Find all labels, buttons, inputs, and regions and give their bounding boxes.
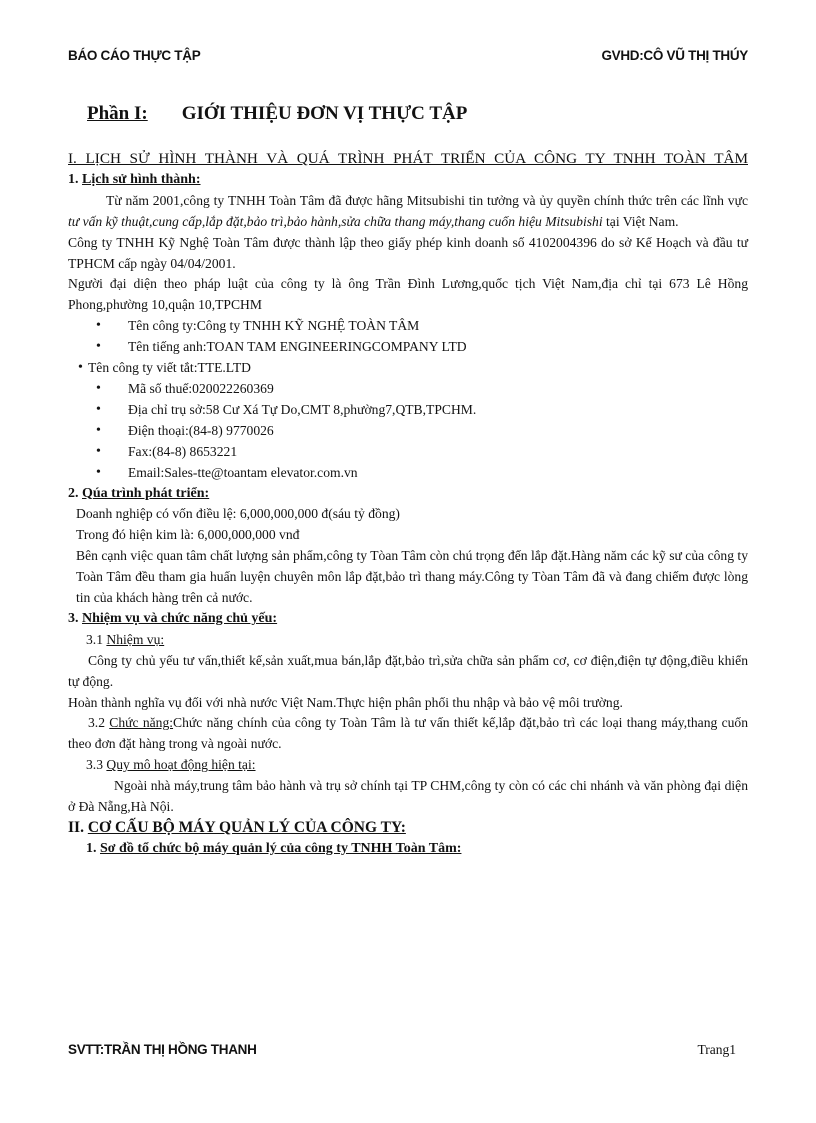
page-content xyxy=(68,46,748,860)
list-item-email: • Email:Sales-tte@toantam elevator.com.vn xyxy=(68,463,748,484)
subsection-3-2-number: 3.2 xyxy=(88,715,110,731)
subsection-3-1-heading xyxy=(86,630,748,651)
development-paragraph-3: Bên cạnh việc quan tâm chất lượng sản phẩm,công ty Tòan Tâm còn chú trọng đến lắp đặt.Hàng năm các kỹ sư của công ty Toàn Tâm đều tham gia huấn luyện chuyên môn lắp đặt,bảo trì thang máy.Công ty Tòan Tâm đã và đang chiếm được lòng tin của khách hàng trên cả nước. xyxy=(76,548,748,606)
history-heading-title: Lịch sử hình thành: xyxy=(82,171,201,187)
subsection-3-3-number: 3.3 xyxy=(86,757,107,773)
subsection-3-1-number: 3.1 xyxy=(86,631,107,647)
list-item-english-name: • Tên tiếng anh:TOAN TAM ENGINEERINGCOMPANY LTD xyxy=(68,337,748,358)
duties-heading-number: 3. xyxy=(68,610,82,626)
history-paragraph-1 xyxy=(68,191,748,233)
development-paragraph-2: Trong đó hiện kim là: 6,000,000,000 vnđ xyxy=(76,527,300,543)
list-item-address: • Địa chỉ trụ sở:58 Cư Xá Tự Do,CMT 8,phường7,QTB,TPCHM. xyxy=(68,400,748,421)
duties-heading xyxy=(68,609,748,630)
history-paragraph-3: Người đại diện theo pháp luật của công ty là ông Trần Đình Lương,quốc tịch Việt Nam,địa chỉ tại 673 Lê Hồng Phong,phường 10,quận 10,TPCHM xyxy=(68,276,748,313)
part-label: Phần I: xyxy=(87,102,148,124)
page-footer xyxy=(68,1040,748,1061)
duties-paragraph-2: Hoàn thành nghĩa vụ đối với nhà nước Việt Nam.Thực hiện phân phối thu nhập và bảo vệ môi trường. xyxy=(68,694,623,710)
history-heading-number: 1. xyxy=(68,171,82,187)
list-item-phone: • Điện thoại:(84-8) 9770026 xyxy=(68,421,748,442)
section-2-number: II. xyxy=(68,819,88,836)
history-heading xyxy=(68,170,748,191)
section-2-heading xyxy=(68,818,748,839)
subsection-3-2-title: Chức năng: xyxy=(109,715,174,731)
development-paragraph-1: Doanh nghiệp có vốn điều lệ: 6,000,000,000 đ(sáu tỷ đồng) xyxy=(76,506,400,522)
page-header xyxy=(68,46,748,67)
history-p1-normal-b: tại Việt Nam. xyxy=(602,213,679,229)
subsection-3-2-text: Chức năng chính của công ty Toàn Tâm là tư vấn thiết kế,lắp đặt,bảo trì các loại thang máy,thang cuốn theo đơn đặt hàng trong và ngoài nước. xyxy=(68,715,749,752)
section-2-sub-number: 1. xyxy=(86,840,100,856)
development-heading-title: Qúa trình phát triển: xyxy=(82,485,210,501)
development-heading-number: 2. xyxy=(68,485,82,501)
list-item-company-name: • Tên công ty:Công ty TNHH KỸ NGHỆ TOÀN TÂM xyxy=(68,316,748,337)
section-2-sub-heading xyxy=(86,839,748,860)
section-1-heading: I. LỊCH SỬ HÌNH THÀNH VÀ QUÁ TRÌNH PHÁT TRIỂN CỦA CÔNG TY TNHH TOÀN TÂM xyxy=(68,149,748,167)
company-facts-list xyxy=(68,316,748,483)
footer-student-name: SVTT:TRẦN THỊ HỒNG THANH xyxy=(68,1042,257,1058)
subsection-3-2-paragraph xyxy=(68,713,748,755)
footer-page-number: Trang1 xyxy=(697,1042,736,1058)
section-2-sub-title: Sơ đồ tổ chức bộ máy quản lý của công ty TNHH Toàn Tâm: xyxy=(100,840,462,856)
subsection-3-3-title: Quy mô hoạt động hiện tại: xyxy=(106,757,256,773)
history-paragraph-2: Công ty TNHH Kỹ Nghệ Toàn Tâm được thành lập theo giấy phép kinh doanh số 4102004396 do sở Kế Hoạch và đầu tư TPHCM cấp ngày 04/04/2001. xyxy=(68,234,748,271)
subsection-3-1-title: Nhiệm vụ: xyxy=(106,631,165,647)
header-left-title: BÁO CÁO THỰC TẬP xyxy=(68,48,201,63)
duties-paragraph-1: Công ty chủ yếu tư vấn,thiết kế,sản xuất,mua bán,lắp đặt,bảo trì,sửa chữa sản phẩm cơ, cơ điện,điện tự động,điều khiển tự động. xyxy=(68,652,748,689)
subsection-3-3-heading xyxy=(86,755,748,776)
section-2-title: CƠ CẤU BỘ MÁY QUẢN LÝ CỦA CÔNG TY: xyxy=(87,819,406,836)
list-item-tax-code: • Mã số thuế:020022260369 xyxy=(68,379,748,400)
part-title: GIỚI THIỆU ĐƠN VỊ THỰC TẬP xyxy=(181,102,468,124)
history-p1-normal-a: Từ năm 2001,công ty TNHH Toàn Tâm đã được hãng Mitsubishi tin tưởng và ủy quyền chính thức trên các lĩnh vực xyxy=(106,192,748,208)
duties-heading-title: Nhiệm vụ và chức năng chủ yếu: xyxy=(82,610,278,626)
header-right-advisor: GVHD:CÔ VŨ THỊ THÚY xyxy=(601,48,748,63)
list-item-fax: • Fax:(84-8) 8653221 xyxy=(68,442,748,463)
development-heading xyxy=(68,484,748,505)
history-p1-italic: tư vấn kỹ thuật,cung cấp,lắp đặt,bảo trì,bảo hành,sửa chữa thang máy,thang cuốn hiệu Mitsubishi xyxy=(68,213,603,229)
list-item-short-name: • Tên công ty viết tắt:TTE.LTD xyxy=(68,358,748,379)
scope-paragraph: Ngoài nhà máy,trung tâm bảo hành và trụ sở chính tại TP CHM,công ty còn có các chi nhánh và văn phòng đại diện ở Đà Nẵng,Hà Nội. xyxy=(68,778,748,815)
part-title-row xyxy=(87,101,748,127)
